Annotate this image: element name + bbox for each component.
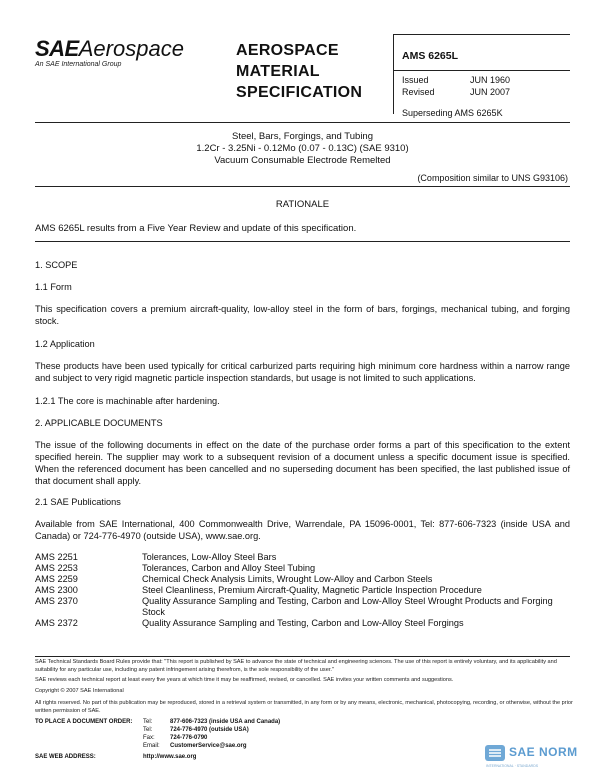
document-code: AMS 2251	[35, 552, 78, 562]
email-link[interactable]: CustomerService@sae.org	[170, 743, 247, 749]
rationale-bottom-rule	[35, 241, 570, 242]
watermark-text: SAE NORM	[509, 745, 578, 759]
footer-top-rule	[35, 656, 570, 657]
revised-label: Revised	[402, 87, 435, 97]
section-1-heading: 1. SCOPE	[35, 260, 78, 270]
header-divider	[393, 34, 394, 114]
header-mid-rule	[393, 70, 570, 71]
tel-label: Tel:	[143, 719, 153, 725]
logo-sae-text: SAE	[35, 36, 79, 61]
subject-line-3: Vacuum Consumable Electrode Remelted	[214, 155, 391, 166]
sae-norm-logo-icon	[484, 742, 506, 764]
revised-date: JUN 2007	[470, 87, 511, 97]
subject-block	[35, 131, 570, 167]
spec-number: AMS 6265L	[402, 50, 459, 62]
footer-review-note: SAE reviews each technical report at least every five years at which time it may be reaffirmed, revised, or cancelled. SAE invites your written comments and suggestions.	[35, 677, 454, 683]
footer-rights: All rights reserved. No part of this publication may be reproduced, stored in a retrieval system or transmitted, in any form or by any means, electronic, mechanical, photocopying, recording, or otherwise, without the prior written permission of SAE.	[35, 700, 573, 714]
header-bottom-rule	[35, 122, 570, 123]
section-1-1-text: This specification covers a premium aircraft-quality, low-alloy steel in the form of bars, forgings, mechanical tubing, and forging stock.	[35, 304, 570, 326]
document-code: AMS 2372	[35, 618, 78, 628]
composition-note: (Composition similar to UNS G93106)	[417, 173, 568, 183]
tel-inside-usa: 877-606-7323 (inside USA and Canada)	[170, 719, 281, 725]
issued-date: JUN 1960	[470, 75, 511, 85]
footer-copyright: Copyright © 2007 SAE International	[35, 688, 124, 694]
section-1-1-heading: 1.1 Form	[35, 282, 72, 292]
sae-logo	[35, 36, 184, 62]
order-label: TO PLACE A DOCUMENT ORDER:	[35, 719, 133, 725]
issued-label: Issued	[402, 75, 429, 85]
document-title: Tolerances, Carbon and Alloy Steel Tubing	[142, 563, 316, 573]
title-line-aerospace: AEROSPACE	[236, 42, 339, 59]
rationale-heading: RATIONALE	[275, 199, 330, 210]
document-title: Quality Assurance Sampling and Testing, Carbon and Low-Alloy Steel Wrought Products and Forging Stock	[142, 596, 553, 617]
document-code: AMS 2253	[35, 563, 78, 573]
subject-line-1: Steel, Bars, Forgings, and Tubing	[232, 131, 373, 142]
watermark-subtext: INTERNATIONAL · STANDARDS	[486, 764, 539, 768]
title-line-specification: SPECIFICATION	[236, 84, 363, 101]
document-type-title	[236, 40, 362, 103]
email-label: Email:	[143, 743, 160, 749]
section-2-heading: 2. APPLICABLE DOCUMENTS	[35, 418, 163, 428]
logo-subtitle: An SAE International Group	[35, 61, 122, 68]
header-top-rule	[393, 34, 570, 35]
logo-aerospace-text: Aerospace	[78, 36, 184, 61]
footer-notice: SAE Technical Standards Board Rules provide that: "This report is published by SAE to advance the state of technical and engineering sciences. The use of this report is entirely voluntary, and its applicability and suitability for any particular use, including any patent infringement arising therefrom, is the sole responsibility of the user."	[35, 659, 557, 673]
tel-label: Tel:	[143, 727, 153, 733]
document-title: Chemical Check Analysis Limits, Wrought Low-Alloy and Carbon Steels	[142, 574, 433, 584]
superseding-note: Superseding AMS 6265K	[402, 108, 503, 118]
document-title: Tolerances, Low-Alloy Steel Bars	[142, 552, 277, 562]
sae-norm-watermark	[484, 742, 584, 772]
section-1-2-1: 1.2.1 The core is machinable after hardening.	[35, 396, 220, 406]
subject-line-2: 1.2Cr - 3.25Ni - 0.12Mo (0.07 - 0.13C) (SAE 9310)	[196, 143, 409, 154]
section-1-2-heading: 1.2 Application	[35, 339, 95, 349]
section-2-text: The issue of the following documents in effect on the date of the purchase order forms a part of this specification to the extent specified herein. The supplier may work to a subsequent revision of a document unless a specific document issue is specified. When the referenced document has been cancelled and no superseding document has been specified, the last published issue of that document shall apply.	[35, 440, 570, 486]
subject-bottom-rule	[35, 186, 570, 187]
document-title: Quality Assurance Sampling and Testing, Carbon and Low-Alloy Steel Forgings	[142, 618, 464, 628]
section-2-1-heading: 2.1 SAE Publications	[35, 497, 121, 507]
document-code: AMS 2370	[35, 596, 78, 606]
document-code: AMS 2300	[35, 585, 78, 595]
document-code: AMS 2259	[35, 574, 78, 584]
fax-label: Fax:	[143, 735, 155, 741]
document-title: Steel Cleanliness, Premium Aircraft-Quality, Magnetic Particle Inspection Procedure	[142, 585, 482, 595]
web-link[interactable]: http://www.sae.org	[143, 754, 197, 760]
title-line-material: MATERIAL	[236, 63, 320, 80]
section-1-2-text: These products have been used typically for critical carburized parts requiring high minimum core hardness within a narrow range and subject to very rigid magnetic particle inspection standards, but usage is not limited to such applications.	[35, 361, 570, 383]
section-2-1-text: Available from SAE International, 400 Commonwealth Drive, Warrendale, PA 15096-0001, Tel: 877-606-7323 (inside USA and Canada) or 724-776-4970 (outside USA), www.sae.org.	[35, 519, 570, 541]
fax-number: 724-776-0790	[170, 735, 208, 741]
tel-outside-usa: 724-776-4970 (outside USA)	[170, 727, 249, 733]
web-label: SAE WEB ADDRESS:	[35, 754, 96, 760]
rationale-text: AMS 6265L results from a Five Year Review and update of this specification.	[35, 223, 357, 234]
